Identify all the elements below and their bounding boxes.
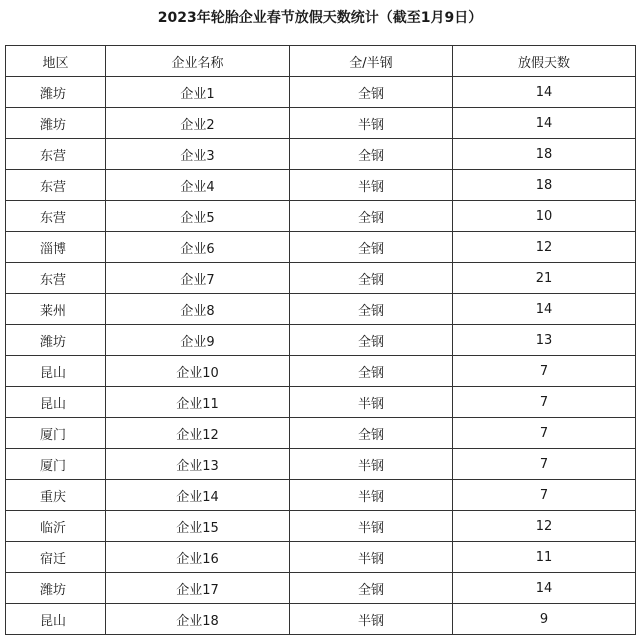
region-cell: 重庆	[6, 480, 106, 511]
table-row	[6, 232, 636, 263]
company-cell: 企业2	[106, 108, 290, 139]
page-title: 2023年轮胎企业春节放假天数统计（截至1月9日）	[157, 10, 483, 26]
company-cell: 企业16	[106, 542, 290, 573]
holiday-days-cell: 18	[453, 170, 636, 201]
table-row	[6, 418, 636, 449]
table-row	[6, 77, 636, 108]
company-cell: 企业11	[106, 387, 290, 418]
steel-type-cell: 半钢	[290, 604, 453, 635]
region-cell: 东营	[6, 139, 106, 170]
holiday-days-cell: 14	[453, 573, 636, 604]
region-cell: 潍坊	[6, 325, 106, 356]
region-cell: 昆山	[6, 356, 106, 387]
table-row	[6, 294, 636, 325]
holiday-days-cell: 12	[453, 511, 636, 542]
holiday-table	[5, 45, 636, 635]
steel-type-cell: 全钢	[290, 232, 453, 263]
holiday-days-cell: 13	[453, 325, 636, 356]
holiday-days-cell: 7	[453, 418, 636, 449]
steel-type-cell: 全钢	[290, 325, 453, 356]
table-row	[6, 356, 636, 387]
region-cell: 昆山	[6, 387, 106, 418]
region-cell: 宿迁	[6, 542, 106, 573]
steel-type-cell: 半钢	[290, 449, 453, 480]
holiday-days-cell: 7	[453, 480, 636, 511]
header-holiday-days: 放假天数	[453, 46, 636, 77]
table-row	[6, 201, 636, 232]
company-cell: 企业17	[106, 573, 290, 604]
steel-type-cell: 全钢	[290, 201, 453, 232]
holiday-table-container	[5, 45, 635, 635]
company-cell: 企业14	[106, 480, 290, 511]
steel-type-cell: 半钢	[290, 387, 453, 418]
table-row	[6, 170, 636, 201]
holiday-days-cell: 7	[453, 387, 636, 418]
steel-type-cell: 半钢	[290, 170, 453, 201]
company-cell: 企业4	[106, 170, 290, 201]
steel-type-cell: 全钢	[290, 294, 453, 325]
table-row	[6, 511, 636, 542]
region-cell: 厦门	[6, 449, 106, 480]
region-cell: 东营	[6, 201, 106, 232]
company-cell: 企业10	[106, 356, 290, 387]
table-row	[6, 542, 636, 573]
steel-type-cell: 全钢	[290, 418, 453, 449]
holiday-days-cell: 12	[453, 232, 636, 263]
table-header	[6, 46, 636, 77]
region-cell: 东营	[6, 263, 106, 294]
table-row	[6, 325, 636, 356]
steel-type-cell: 全钢	[290, 77, 453, 108]
steel-type-cell: 全钢	[290, 573, 453, 604]
region-cell: 昆山	[6, 604, 106, 635]
region-cell: 潍坊	[6, 573, 106, 604]
steel-type-cell: 半钢	[290, 480, 453, 511]
region-cell: 淄博	[6, 232, 106, 263]
company-cell: 企业7	[106, 263, 290, 294]
steel-type-cell: 全钢	[290, 263, 453, 294]
company-cell: 企业6	[106, 232, 290, 263]
company-cell: 企业15	[106, 511, 290, 542]
region-cell: 临沂	[6, 511, 106, 542]
region-cell: 潍坊	[6, 77, 106, 108]
steel-type-cell: 全钢	[290, 139, 453, 170]
table-row	[6, 480, 636, 511]
holiday-days-cell: 11	[453, 542, 636, 573]
holiday-days-cell: 10	[453, 201, 636, 232]
table-row	[6, 263, 636, 294]
company-cell: 企业8	[106, 294, 290, 325]
company-cell: 企业1	[106, 77, 290, 108]
table-row	[6, 604, 636, 635]
company-cell: 企业12	[106, 418, 290, 449]
holiday-days-cell: 18	[453, 139, 636, 170]
steel-type-cell: 全钢	[290, 356, 453, 387]
region-cell: 厦门	[6, 418, 106, 449]
holiday-days-cell: 7	[453, 449, 636, 480]
company-cell: 企业3	[106, 139, 290, 170]
holiday-days-cell: 9	[453, 604, 636, 635]
steel-type-cell: 半钢	[290, 108, 453, 139]
holiday-days-cell: 14	[453, 108, 636, 139]
header-region: 地区	[6, 46, 106, 77]
company-cell: 企业13	[106, 449, 290, 480]
header-steel-type: 全/半钢	[290, 46, 453, 77]
company-cell: 企业5	[106, 201, 290, 232]
holiday-days-cell: 14	[453, 294, 636, 325]
table-row	[6, 449, 636, 480]
table-row	[6, 139, 636, 170]
holiday-days-cell: 7	[453, 356, 636, 387]
table-row	[6, 573, 636, 604]
region-cell: 莱州	[6, 294, 106, 325]
header-row	[6, 46, 636, 77]
company-cell: 企业18	[106, 604, 290, 635]
holiday-days-cell: 21	[453, 263, 636, 294]
region-cell: 东营	[6, 170, 106, 201]
region-cell: 潍坊	[6, 108, 106, 139]
holiday-days-cell: 14	[453, 77, 636, 108]
steel-type-cell: 半钢	[290, 511, 453, 542]
table-body	[6, 77, 636, 635]
steel-type-cell: 半钢	[290, 542, 453, 573]
header-company: 企业名称	[106, 46, 290, 77]
company-cell: 企业9	[106, 325, 290, 356]
table-row	[6, 387, 636, 418]
table-row	[6, 108, 636, 139]
